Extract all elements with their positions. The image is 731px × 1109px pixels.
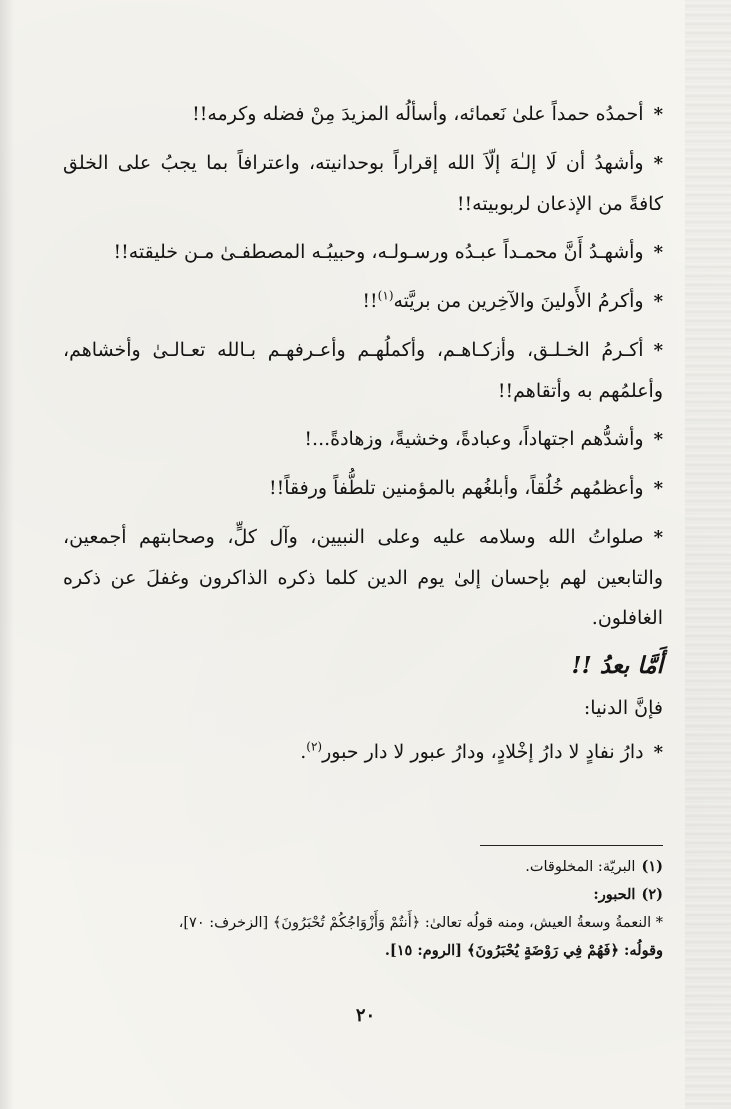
paragraph-2 bbox=[63, 143, 663, 224]
footnote-divider bbox=[480, 845, 663, 846]
paragraph-text: وأشهدُ أن لَا إلـٰهَ إلّاَ الله إقراراً بوحدانيته، واعترافاً بما يجبُ على الخلق كافةً من الإذعان لربوبيته!! bbox=[63, 152, 663, 215]
bullet-star: * bbox=[653, 291, 663, 312]
footnote-1 bbox=[63, 853, 663, 881]
paragraph-1 bbox=[63, 94, 663, 135]
bullet-star: * bbox=[653, 478, 663, 499]
paragraph-text: وأعظمُهم خُلُقاً، وأبلغُهم بالمؤمنين تلطُّفاً ورفقاً!! bbox=[269, 477, 644, 499]
bullet-star: * bbox=[653, 242, 663, 263]
paragraph-4 bbox=[63, 281, 663, 322]
paragraph-text: صلواتُ الله وسلامه عليه وعلى النبيين، وآل كلٍّ، وصحابتهم أجمعين، والتابعين لهم بإحسان إلىٰ يوم الدين كلما ذكره الذاكرون وغفلَ عن ذكره الغافلون. bbox=[63, 526, 663, 629]
paragraph-8 bbox=[63, 517, 663, 638]
bullet-star: * bbox=[653, 153, 663, 174]
paragraph-text: وأشهـدُ أَنَّ محمـداً عبـدُه ورسـولـه، وحبيبُـه المصطفـىٰ مـن خليقته!! bbox=[113, 241, 644, 263]
paragraph-5 bbox=[63, 330, 663, 411]
footnote-2-detail-1: * النعمةُ وسعةُ العيش، ومنه قولُه تعالىٰ: ﴿أَنتُمْ وَأَزْوَاجُكُمْ تُحْبَرُونَ﴾ [الزخرف: ٧٠]، bbox=[178, 915, 663, 931]
page-number: ٢٠ bbox=[355, 1005, 376, 1026]
paragraph-last bbox=[63, 732, 663, 773]
main-text bbox=[63, 94, 663, 781]
page-edge-left bbox=[0, 0, 14, 1109]
bullet-star: * bbox=[653, 527, 663, 548]
paragraph-text-after: !! bbox=[362, 290, 378, 312]
paragraph-text: وأكرمُ الأَولينَ والآخِرين من بريَّته bbox=[393, 290, 644, 312]
paragraph-6 bbox=[63, 419, 663, 460]
footnote-2-detail-2: وقولُه: ﴿فَهُمْ فِي رَوْضَةٍ يُحْبَرُونَ﴾ [الروم: ١٥]. bbox=[384, 942, 663, 959]
footnotes bbox=[63, 853, 663, 965]
footnote-2 bbox=[63, 881, 663, 909]
paragraph-text: أحمدُه حمداً علىٰ نَعمائه، وأسألُه المزيدَ مِنْ فضله وكرمه!! bbox=[192, 103, 644, 125]
footnote-marker-2[interactable]: (٢) bbox=[306, 739, 323, 754]
footnote-1-text: البريّة: المخلوقات. bbox=[525, 859, 636, 875]
footnote-2-text: الحبور: bbox=[593, 886, 636, 903]
section-heading: أَمَّا بعدُ !! bbox=[571, 652, 663, 679]
intro-line: فإنَّ الدنيا: bbox=[583, 697, 663, 719]
footnote-2-number: (٢) bbox=[641, 886, 663, 903]
paragraph-text-after: . bbox=[300, 741, 307, 763]
bullet-star: * bbox=[653, 429, 663, 450]
paragraph-text: أكـرمُ الخـلـق، وأزكـاهـم، وأكملُهـم وأعـرفهـم بـالله تعـالـىٰ وأخشاهم، وأعلمُهم به وأتقاهم!! bbox=[63, 339, 663, 402]
page-edge-right bbox=[685, 0, 731, 1109]
footnote-marker-1[interactable]: (١) bbox=[377, 288, 394, 303]
paragraph-text: وأشدُّهم اجتهاداً، وعبادةً، وخشيةً، وزهادةً...! bbox=[304, 428, 644, 450]
paragraph-text: دارُ نفادٍ لا دارُ إخْلادٍ، ودارُ عبور لا دار حبور bbox=[322, 741, 644, 763]
paragraph-3 bbox=[63, 232, 663, 273]
bullet-star: * bbox=[653, 742, 663, 763]
footnote-1-number: (١) bbox=[641, 858, 663, 875]
bullet-star: * bbox=[653, 104, 663, 125]
paragraph-7 bbox=[63, 468, 663, 509]
bullet-star: * bbox=[653, 340, 663, 361]
